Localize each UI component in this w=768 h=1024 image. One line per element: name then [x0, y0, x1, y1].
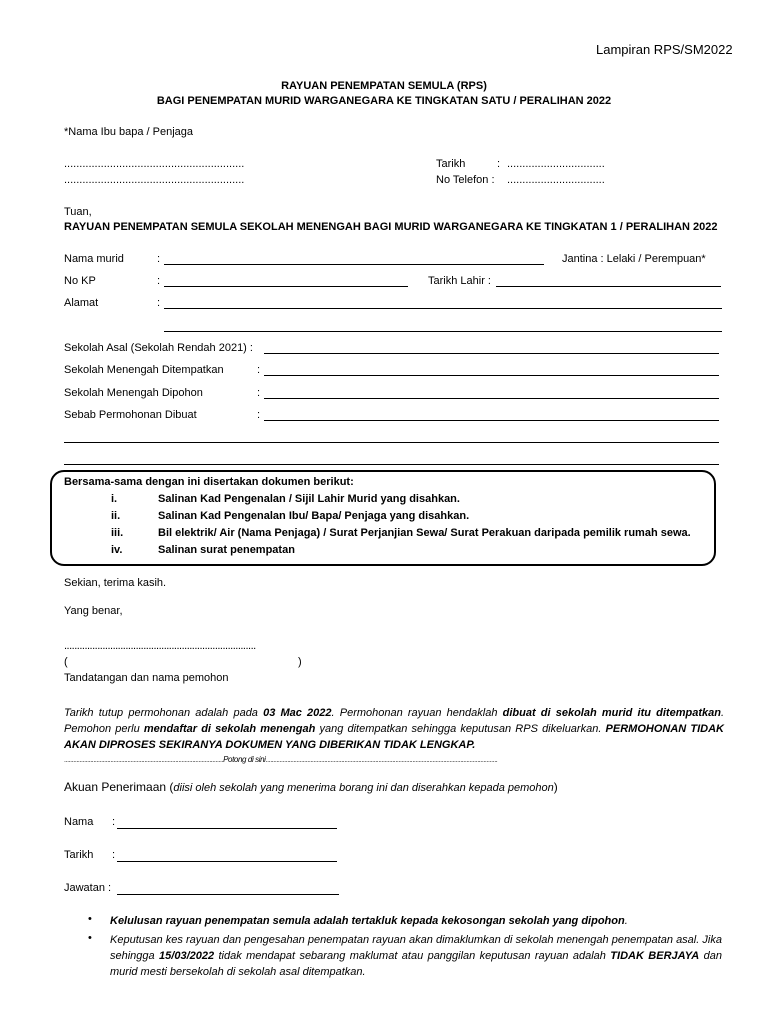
ack-position-field[interactable] — [117, 894, 339, 895]
cut-line: .......................................................................................................Potong di sini...................................................................................................................................................... — [64, 755, 498, 764]
document-item: Salinan Kad Pengenalan / Sijil Lahir Murid yang disahkan. — [158, 493, 460, 505]
parent-name-dots[interactable]: ........................................................... — [64, 158, 245, 170]
applied-school-label: Sekolah Menengah Dipohon — [64, 387, 203, 399]
documents-intro: Bersama-sama dengan ini disertakan dokumen berikut: — [64, 476, 354, 488]
form-subtitle: BAGI PENEMPATAN MURID WARGANEGARA KE TINGKATAN SATU / PERALIHAN 2022 — [156, 95, 612, 107]
ic-number-field[interactable] — [164, 286, 408, 287]
reason-field-line2[interactable] — [64, 442, 719, 443]
closing-yours: Yang benar, — [64, 605, 123, 617]
document-item: Salinan surat penempatan — [158, 544, 295, 556]
note-item: Kelulusan rayuan penempatan semula adalah tertakluk kepada kekosongan sekolah yang dipohon. — [110, 915, 628, 927]
bullet-icon: • — [88, 913, 92, 925]
origin-school-label: Sekolah Asal (Sekolah Rendah 2021) : — [64, 342, 253, 354]
document-reference: Lampiran RPS/SM2022 — [596, 42, 733, 57]
address-field-line1[interactable] — [164, 308, 722, 309]
document-item-number: ii. — [111, 510, 121, 522]
reason-colon: : — [257, 409, 261, 421]
ack-date-field[interactable] — [117, 861, 337, 862]
student-name-field[interactable] — [164, 264, 544, 265]
birthdate-field[interactable] — [496, 286, 721, 287]
applied-school-colon: : — [257, 387, 261, 399]
student-name-label: Nama murid — [64, 253, 124, 265]
name-paren-open: ( — [64, 656, 68, 668]
address-field-line2[interactable] — [164, 331, 722, 332]
document-item-number: i. — [111, 493, 118, 505]
acknowledgement-title: Akuan Penerimaan (diisi oleh sekolah yang menerima borang ini dan diserahkan kepada pemohon) — [64, 780, 558, 794]
document-item: Bil elektrik/ Air (Nama Penjaga) / Surat Perjanjian Sewa/ Surat Perakuan daripada pemilik rumah sewa. — [158, 527, 691, 539]
ack-date-colon: : — [112, 849, 116, 861]
closing-thanks: Sekian, terima kasih. — [64, 577, 167, 589]
placed-school-field[interactable] — [264, 375, 719, 376]
placed-school-colon: : — [257, 364, 261, 376]
ack-name-field[interactable] — [117, 828, 337, 829]
document-item-number: iv. — [111, 544, 123, 556]
phone-field[interactable]: ................................ — [507, 174, 605, 186]
note-item: Keputusan kes rayuan dan pengesahan penempatan rayuan akan dimaklumkan di sekolah menengah penempatan asal. Jika sehingga 15/03/2022 tidak mendapat sebarang maklumat atau panggilan keputusan rayuan adalah TIDAK BERJAYA dan murid mesti bersekolah di sekolah asal ditempatkan. — [110, 934, 722, 978]
letter-subject: RAYUAN PENEMPATAN SEMULA SEKOLAH MENENGAH BAGI MURID WARGANEGARA KE TINGKATAN 1 / PERALIHAN 2022 — [64, 221, 718, 233]
reason-field-line3[interactable] — [64, 464, 719, 465]
parent-name-label: *Nama Ibu bapa / Penjaga — [64, 126, 194, 138]
signature-field[interactable]: ........................................................................... — [64, 640, 256, 652]
origin-school-field[interactable] — [264, 353, 719, 354]
ack-name-label: Nama — [64, 816, 94, 828]
parent-address-dots[interactable]: ........................................................... — [64, 174, 245, 186]
ack-date-label: Tarikh — [64, 849, 94, 861]
ack-name-colon: : — [112, 816, 116, 828]
student-name-colon: : — [157, 253, 161, 265]
closing-notice: Tarikh tutup permohonan adalah pada 03 Mac 2022. Permohonan rayuan hendaklah dibuat di sekolah murid itu ditempatkan. Pemohon perlu mendaftar di sekolah menengah yang ditempatkan sehingga keputusan RPS dikeluarkan. PERMOHONAN TIDAK AKAN DIPROSES SEKIRANYA DOKUMEN YANG DIBERIKAN TIDAK LENGKAP. — [64, 707, 725, 751]
date-colon: : — [497, 158, 501, 170]
birthdate-label: Tarikh Lahir : — [428, 275, 491, 287]
phone-label: No Telefon : — [436, 174, 495, 186]
reason-label: Sebab Permohonan Dibuat — [64, 409, 197, 421]
date-label: Tarikh — [436, 158, 466, 170]
date-field[interactable]: ................................ — [507, 158, 605, 170]
document-item-number: iii. — [111, 527, 124, 539]
document-item: Salinan Kad Pengenalan Ibu/ Bapa/ Penjaga yang disahkan. — [158, 510, 470, 522]
reason-field-line1[interactable] — [264, 420, 719, 421]
form-title: RAYUAN PENEMPATAN SEMULA (RPS) — [281, 80, 487, 92]
gender-label[interactable]: Jantina : Lelaki / Perempuan* — [562, 253, 706, 265]
ack-position-label: Jawatan : — [64, 882, 112, 894]
placed-school-label: Sekolah Menengah Ditempatkan — [64, 364, 224, 376]
address-colon: : — [157, 297, 161, 309]
name-paren-close: ) — [298, 656, 302, 668]
ic-number-label: No KP — [64, 275, 96, 287]
address-label: Alamat — [64, 297, 99, 309]
signature-label: Tandatangan dan nama pemohon — [64, 672, 229, 684]
applied-school-field[interactable] — [264, 398, 719, 399]
bullet-icon: • — [88, 932, 92, 944]
salutation: Tuan, — [64, 206, 92, 218]
ic-number-colon: : — [157, 275, 161, 287]
